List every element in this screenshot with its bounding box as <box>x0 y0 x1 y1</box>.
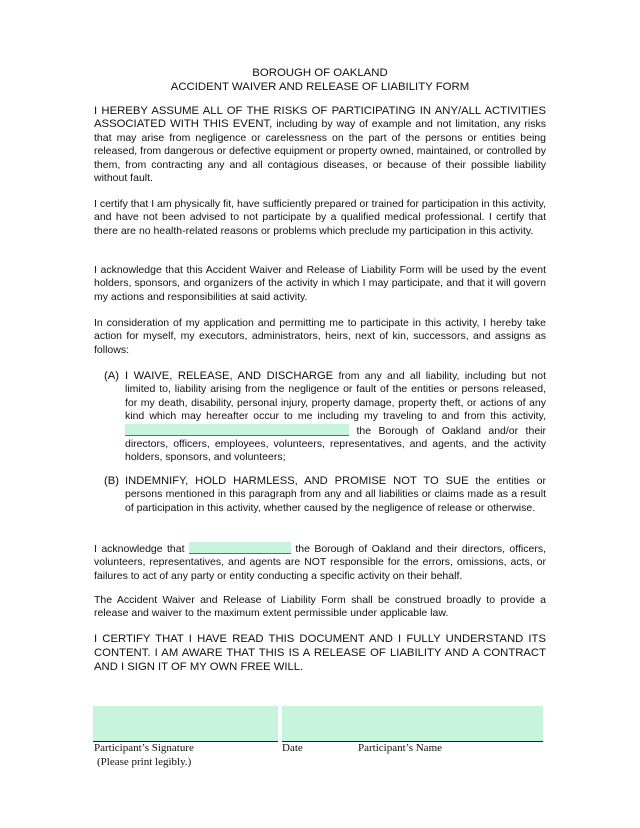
risk-assumption-text: including by way of example and not limitation, any risks that may arise from negligence or carelessness on the part of the persons or entities being released, from dangerous or defective equipment or property owned, maintained, or controlled by them, from contracting any and all contagious diseases, or because of their possible liability without fault. <box>94 118 546 185</box>
print-legibly-note: (Please print legibly.) <box>97 756 192 768</box>
clause-b-label: (B) <box>104 475 120 487</box>
date-field[interactable] <box>282 706 344 742</box>
clause-b-body: the entities or persons mentioned in this paragraph from any and all liabilities or claims made as a result of participation in this activity, whether caused by the negligence of release or otherwise. <box>125 475 547 514</box>
participant-name-label: Participant’s Name <box>358 742 443 754</box>
consideration-paragraph: In consideration of my application and permitting me to participate in this activity, I hereby take action for myself, my executors, administrators, heirs, next of kin, successors, and assigns as follows: <box>94 317 546 356</box>
risk-assumption-lead: I HEREBY ASSUME ALL OF THE RISKS OF PARTICIPATING IN ANY/ALL ACTIVITIES ASSOCIATED WITH THIS EVENT, <box>94 105 546 131</box>
certification-statement: I CERTIFY THAT I HAVE READ THIS DOCUMENT AND I FULLY UNDERSTAND ITS CONTENT. I AM AWARE THAT THIS IS A RELEASE OF LIABILITY AND A CONTRACT AND I SIGN IT OF MY OWN FREE WILL. <box>94 633 546 673</box>
clause-a-lead: I WAIVE, RELEASE, AND DISCHARGE <box>125 370 334 382</box>
not-responsible-start: I acknowledge that <box>94 543 189 555</box>
clause-b-text <box>125 475 546 515</box>
participant-name-field[interactable] <box>344 706 543 742</box>
clause-a-body-end: the Borough of Oakland and/or their directors, officers, employees, volunteers, representatives, and agents, and the activity holders, sponsors, and volunteers; <box>125 424 546 464</box>
risk-assumption-paragraph <box>94 105 546 185</box>
construed-paragraph: The Accident Waiver and Release of Liability Form shall be construed broadly to provide a release and waiver to the maximum extent permissible under applicable law. <box>94 594 546 620</box>
date-label: Date <box>282 742 303 754</box>
not-responsible-paragraph <box>94 542 546 583</box>
organizer-name-field[interactable] <box>189 542 291 554</box>
participant-signature-field[interactable] <box>93 706 278 742</box>
participant-signature-label: Participant’s Signature <box>94 742 194 754</box>
clause-a-label: (A) <box>104 370 120 382</box>
activity-name-field[interactable] <box>125 424 349 436</box>
fitness-certification-paragraph: I certify that I am physically fit, have sufficiently prepared or trained for participation in this activity, and have not been advised to not participate by a qualified medical professional. I certify that there are no health-related reasons or problems which preclude my participation in this activity. <box>94 198 546 237</box>
form-title: ACCIDENT WAIVER AND RELEASE OF LIABILITY FORM <box>170 81 470 93</box>
clause-b <box>104 475 546 515</box>
borough-heading: BOROUGH OF OAKLAND <box>252 67 388 79</box>
clause-a-text <box>125 370 546 465</box>
clause-a-body: from any and all liability, including but not limited to, liability arising from the negligence or fault of the entities or persons released, for my death, disability, personal injury, property damage, property theft, or actions of any kind which may hereafter occur to me including my traveling to and from this activity, <box>125 370 546 423</box>
form-usage-paragraph: I acknowledge that this Accident Waiver and Release of Liability Form will be used by the event holders, sponsors, and organizers of the activity in which I may participate, and that it will govern my actions and responsibilities at said activity. <box>94 264 546 303</box>
clause-b-lead: INDEMNIFY, HOLD HARMLESS, AND PROMISE NOT TO SUE <box>125 475 469 487</box>
not-responsible-end: the Borough of Oakland and their directors, officers, volunteers, representatives, and agents are NOT responsible for the errors, omissions, acts, or failures to act of any party or entity conducting a specific activity on their behalf. <box>94 543 546 582</box>
clause-a <box>104 370 546 465</box>
